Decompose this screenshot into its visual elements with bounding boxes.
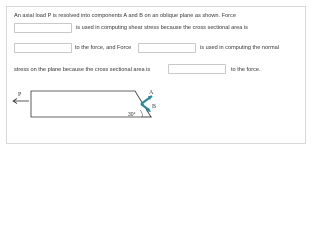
angle-label: 30° [128, 112, 136, 118]
question-intro: An axial load P is resolved into components A and B on an oblique plane as shown. Force [14, 13, 236, 19]
question-segment-4: stress on the plane because the cross sectional area is [14, 67, 151, 73]
question-segment-1: is used in computing shear stress because the cross sectional area is [76, 25, 248, 31]
angle-arc [140, 110, 142, 117]
load-p-arrow [13, 99, 29, 104]
component-a-arrow [141, 96, 152, 104]
label-a: A [149, 90, 154, 96]
question-segment-3: is used in computing the normal [200, 45, 279, 51]
question-segment-5: to the force. [231, 67, 261, 73]
label-p: P [18, 92, 22, 98]
component-b-arrow [141, 104, 151, 112]
question-segment-2: to the force, and Force [75, 45, 132, 51]
label-b: B [152, 104, 157, 110]
